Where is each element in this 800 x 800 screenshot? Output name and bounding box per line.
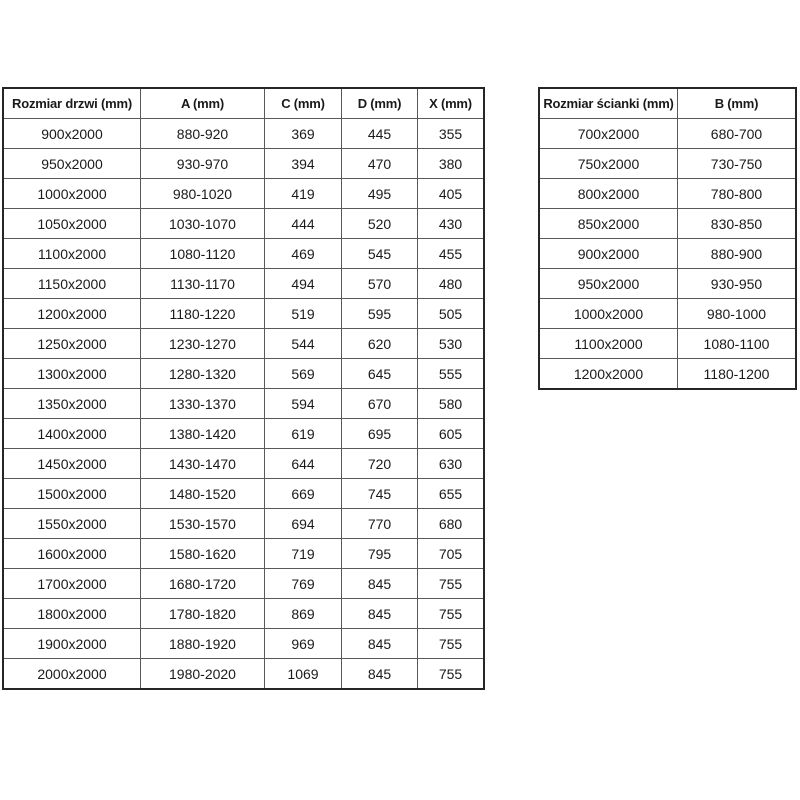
table-cell: 750x2000 (539, 149, 678, 179)
table-cell: 720 (342, 449, 418, 479)
table-cell: 969 (265, 629, 342, 659)
table-cell: 695 (342, 419, 418, 449)
table-cell: 445 (342, 119, 418, 149)
table-cell: 800x2000 (539, 179, 678, 209)
table-cell: 1580-1620 (141, 539, 265, 569)
table-cell: 495 (342, 179, 418, 209)
wall-sizes-table (538, 87, 797, 390)
table-cell: 505 (418, 299, 485, 329)
table-row (539, 329, 796, 359)
table-cell: 1500x2000 (3, 479, 141, 509)
table-cell: 380 (418, 149, 485, 179)
table-cell: 1880-1920 (141, 629, 265, 659)
table-cell: 670 (342, 389, 418, 419)
table-cell: 705 (418, 539, 485, 569)
table-cell: 755 (418, 569, 485, 599)
column-header: Rozmiar drzwi (mm) (3, 88, 141, 119)
table-cell: 555 (418, 359, 485, 389)
table-row (3, 269, 484, 299)
table-cell: 700x2000 (539, 119, 678, 149)
table-cell: 900x2000 (3, 119, 141, 149)
table-cell: 1900x2000 (3, 629, 141, 659)
table-cell: 469 (265, 239, 342, 269)
table-cell: 394 (265, 149, 342, 179)
table-cell: 719 (265, 539, 342, 569)
table-cell: 655 (418, 479, 485, 509)
table-cell: 569 (265, 359, 342, 389)
table-row (3, 209, 484, 239)
table-row (3, 389, 484, 419)
table-row (3, 659, 484, 690)
table-cell: 745 (342, 479, 418, 509)
door-sizes-table (2, 87, 485, 690)
table-cell: 1030-1070 (141, 209, 265, 239)
table-cell: 1050x2000 (3, 209, 141, 239)
table-cell: 669 (265, 479, 342, 509)
table-cell: 680-700 (678, 119, 797, 149)
table-cell: 1780-1820 (141, 599, 265, 629)
table-cell: 980-1000 (678, 299, 797, 329)
table-cell: 1180-1220 (141, 299, 265, 329)
table-row (539, 269, 796, 299)
table-row (3, 509, 484, 539)
table-cell: 530 (418, 329, 485, 359)
table-row (3, 119, 484, 149)
column-header: D (mm) (342, 88, 418, 119)
table-row (539, 209, 796, 239)
table-row (539, 239, 796, 269)
table-cell: 845 (342, 599, 418, 629)
table-cell: 1130-1170 (141, 269, 265, 299)
table-cell: 545 (342, 239, 418, 269)
table-cell: 1300x2000 (3, 359, 141, 389)
table-cell: 1680-1720 (141, 569, 265, 599)
table-cell: 644 (265, 449, 342, 479)
table-cell: 900x2000 (539, 239, 678, 269)
table-cell: 694 (265, 509, 342, 539)
table-row (3, 479, 484, 509)
table-cell: 769 (265, 569, 342, 599)
table-cell: 830-850 (678, 209, 797, 239)
table-cell: 520 (342, 209, 418, 239)
table-cell: 455 (418, 239, 485, 269)
table-cell: 470 (342, 149, 418, 179)
table-cell: 1080-1120 (141, 239, 265, 269)
table-cell: 1350x2000 (3, 389, 141, 419)
table-cell: 880-900 (678, 239, 797, 269)
table-cell: 845 (342, 569, 418, 599)
table-row (539, 149, 796, 179)
table-cell: 419 (265, 179, 342, 209)
table-cell: 850x2000 (539, 209, 678, 239)
table-row (3, 149, 484, 179)
table-cell: 880-920 (141, 119, 265, 149)
table-cell: 444 (265, 209, 342, 239)
table-cell: 780-800 (678, 179, 797, 209)
table-cell: 1000x2000 (539, 299, 678, 329)
table-row (3, 599, 484, 629)
table-cell: 680 (418, 509, 485, 539)
table-row (3, 629, 484, 659)
table-cell: 1450x2000 (3, 449, 141, 479)
table-row (539, 359, 796, 390)
table-cell: 1430-1470 (141, 449, 265, 479)
table-row (3, 569, 484, 599)
table-row (3, 179, 484, 209)
column-header: A (mm) (141, 88, 265, 119)
table-cell: 1530-1570 (141, 509, 265, 539)
table-cell: 430 (418, 209, 485, 239)
table-cell: 605 (418, 419, 485, 449)
table-row (3, 539, 484, 569)
table-row (3, 239, 484, 269)
table-cell: 1700x2000 (3, 569, 141, 599)
table-cell: 795 (342, 539, 418, 569)
table-cell: 845 (342, 659, 418, 690)
table-cell: 1400x2000 (3, 419, 141, 449)
table-cell: 594 (265, 389, 342, 419)
table-cell: 980-1020 (141, 179, 265, 209)
table-cell: 845 (342, 629, 418, 659)
table-row (539, 119, 796, 149)
table-cell: 1480-1520 (141, 479, 265, 509)
table-cell: 755 (418, 629, 485, 659)
table-cell: 930-970 (141, 149, 265, 179)
table-cell: 480 (418, 269, 485, 299)
table-cell: 1100x2000 (3, 239, 141, 269)
table-cell: 1180-1200 (678, 359, 797, 390)
table-cell: 1069 (265, 659, 342, 690)
table-row (539, 179, 796, 209)
table-cell: 1000x2000 (3, 179, 141, 209)
table-row (3, 329, 484, 359)
table-row (3, 299, 484, 329)
column-header: C (mm) (265, 88, 342, 119)
table-row (3, 359, 484, 389)
table-cell: 2000x2000 (3, 659, 141, 690)
table-cell: 620 (342, 329, 418, 359)
table-cell: 1380-1420 (141, 419, 265, 449)
table-cell: 619 (265, 419, 342, 449)
table-cell: 1100x2000 (539, 329, 678, 359)
table-row (3, 449, 484, 479)
table-cell: 1200x2000 (3, 299, 141, 329)
column-header: Rozmiar ścianki (mm) (539, 88, 678, 119)
table-cell: 595 (342, 299, 418, 329)
table-cell: 355 (418, 119, 485, 149)
table-cell: 1200x2000 (539, 359, 678, 390)
table-cell: 730-750 (678, 149, 797, 179)
table-cell: 544 (265, 329, 342, 359)
table-row (3, 419, 484, 449)
table-cell: 494 (265, 269, 342, 299)
table-cell: 1600x2000 (3, 539, 141, 569)
table-cell: 1230-1270 (141, 329, 265, 359)
table-cell: 869 (265, 599, 342, 629)
table-cell: 630 (418, 449, 485, 479)
table-cell: 405 (418, 179, 485, 209)
table-cell: 1280-1320 (141, 359, 265, 389)
header-row (3, 88, 484, 119)
column-header: X (mm) (418, 88, 485, 119)
table-cell: 1550x2000 (3, 509, 141, 539)
table-cell: 1150x2000 (3, 269, 141, 299)
header-row (539, 88, 796, 119)
table-cell: 950x2000 (3, 149, 141, 179)
table-cell: 645 (342, 359, 418, 389)
table-cell: 570 (342, 269, 418, 299)
table-row (539, 299, 796, 329)
table-cell: 930-950 (678, 269, 797, 299)
table-cell: 519 (265, 299, 342, 329)
table-cell: 1980-2020 (141, 659, 265, 690)
column-header: B (mm) (678, 88, 797, 119)
table-cell: 755 (418, 659, 485, 690)
table-cell: 1330-1370 (141, 389, 265, 419)
table-cell: 1250x2000 (3, 329, 141, 359)
table-cell: 770 (342, 509, 418, 539)
table-cell: 755 (418, 599, 485, 629)
table-cell: 369 (265, 119, 342, 149)
table-cell: 950x2000 (539, 269, 678, 299)
table-cell: 1800x2000 (3, 599, 141, 629)
table-cell: 580 (418, 389, 485, 419)
table-cell: 1080-1100 (678, 329, 797, 359)
